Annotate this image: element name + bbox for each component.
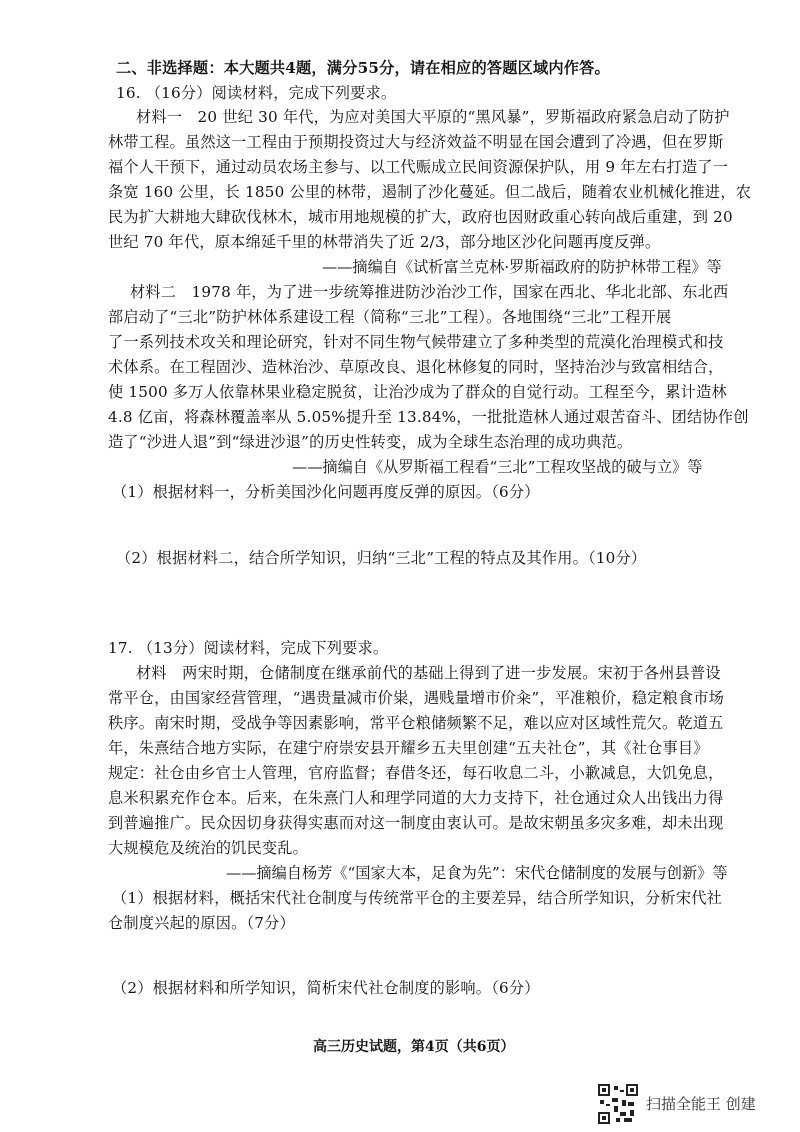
q16-subquestion-2: （2）根据材料二，结合所学知识，归纳“三北”工程的特点及其作用。（10分） xyxy=(116,549,647,567)
q16-material2-line: 材料二 1978 年，为了进一步统筹推进防沙治沙工作，国家在西北、华北北部、东北西 xyxy=(130,283,729,301)
q16-material2-line: 术体系。在工程固沙、造林治沙、草原改良、退化林修复的同时，坚持治沙与致富相结合， xyxy=(108,358,724,376)
q16-title: 16. （16分）阅读材料，完成下列要求。 xyxy=(116,84,397,102)
qr-code-icon xyxy=(598,1084,638,1124)
q17-title: 17. （13分）阅读材料，完成下列要求。 xyxy=(108,639,389,657)
q16-material1-line: 林带工程。虽然这一工程由于预期投资过大与经济效益不明显在国会遭到了冷遇，但在罗斯 xyxy=(108,133,724,151)
q16-material2-line: 了一系列技术攻关和理论研究，针对不同生物气候带建立了多种类型的荒漠化治理模式和技 xyxy=(108,333,724,351)
q17-subquestion-2: （2）根据材料和所学知识，简析宋代社仓制度的影响。（6分） xyxy=(112,979,540,997)
q16-material2-line: 造了“沙进人退”到“绿进沙退”的历史性转变，成为全球生态治理的成功典范。 xyxy=(108,433,633,451)
q17-material-line: 息米积累充作仓本。后来，在朱熹门人和理学同道的大力支持下，社仓通过众人出钱出力得 xyxy=(108,789,724,807)
q16-material1-line: 福个人干预下，通过动员农场主参与、以工代赈成立民间资源保护队，用 9 年左右打造了一 xyxy=(108,158,729,176)
q16-material2-line: 使 1500 多万人依靠林果业稳定脱贫，让治沙成为了群众的自觉行动。工程至今，累计造林 xyxy=(108,383,727,401)
q16-material2-source: ——摘编自《从罗斯福工程看“三北”工程攻坚战的破与立》等 xyxy=(292,458,703,476)
q17-material-line: 规定：社仓由乡官士人管理，官府监督；春借冬还，每石收息二斗，小歉减息，大饥免息， xyxy=(108,764,724,782)
page-footer: 高三历史试题，第4页（共6页） xyxy=(313,1039,515,1055)
q16-material2-line: 4.8 亿亩，将森林覆盖率从 5.05%提升至 13.84%，一批批造林人通过艰苦奋斗、团结协作创 xyxy=(108,408,749,426)
q16-material1-line: 材料一 20 世纪 30 年代，为应对美国大平原的“黑风暴”，罗斯福政府紧急启动了防护 xyxy=(136,108,730,126)
q17-material-line: 秩序。南宋时期，受战争等因素影响，常平仓粮储频繁不足，难以应对区域性荒欠。乾道五 xyxy=(108,714,724,732)
q16-material1-line: 世纪 70 年代，原本绵延千里的林带消失了近 2/3，部分地区沙化问题再度反弹。 xyxy=(108,233,661,251)
q17-material-line: 到普遍推广。民众因切身获得实惠而对这一制度由衷认可。是故宋朝虽多灾多难，却未出现 xyxy=(108,814,724,832)
q17-material-source: ——摘编自杨芳《“国家大本，足食为先”：宋代仓储制度的发展与创新》等 xyxy=(226,864,728,882)
q17-subquestion-1-line: 仓制度兴起的原因。（7分） xyxy=(108,914,295,932)
q17-material-line: 常平仓，由国家经营管理，“遇贵量减市价粜，遇贱量增市价籴”，平准粮价，稳定粮食市场 xyxy=(108,689,725,707)
section-header: 二、非选择题：本大题共4题，满分55分，请在相应的答题区域内作答。 xyxy=(116,59,610,77)
q16-material1-line: 条宽 160 公里，长 1850 公里的林带，遏制了沙化蔓延。但二战后，随着农业机械化推进，农 xyxy=(108,183,752,201)
q16-material2-line: 部启动了“三北”防护林体系建设工程（简称“三北”工程）。各地围绕“三北”工程开展 xyxy=(108,308,672,326)
q16-material1-line: 民为扩大耕地大肆砍伐林木，城市用地规模的扩大，政府也因财政重心转向战后重建，到 20 xyxy=(108,208,733,226)
q17-material-line: 年，朱熹结合地方实际，在建宁府崇安县开耀乡五夫里创建“五夫社仓”，其《社仓事目》 xyxy=(108,739,709,757)
q17-material-line: 大规模危及统治的饥民变乱。 xyxy=(108,839,309,857)
q17-material-line: 材料 两宋时期，仓储制度在继承前代的基础上得到了进一步发展。宋初于各州县普设 xyxy=(136,664,721,682)
q17-subquestion-1-line: （1）根据材料，概括宋代社仓制度与传统常平仓的主要差异，结合所学知识，分析宋代社 xyxy=(112,889,722,907)
q16-subquestion-1: （1）根据材料一，分析美国沙化问题再度反弹的原因。（6分） xyxy=(112,483,540,501)
scanner-brand-text: 扫描全能王 创建 xyxy=(646,1095,756,1113)
q16-material1-source: ——摘编自《试析富兰克林·罗斯福政府的防护林带工程》等 xyxy=(322,258,722,276)
